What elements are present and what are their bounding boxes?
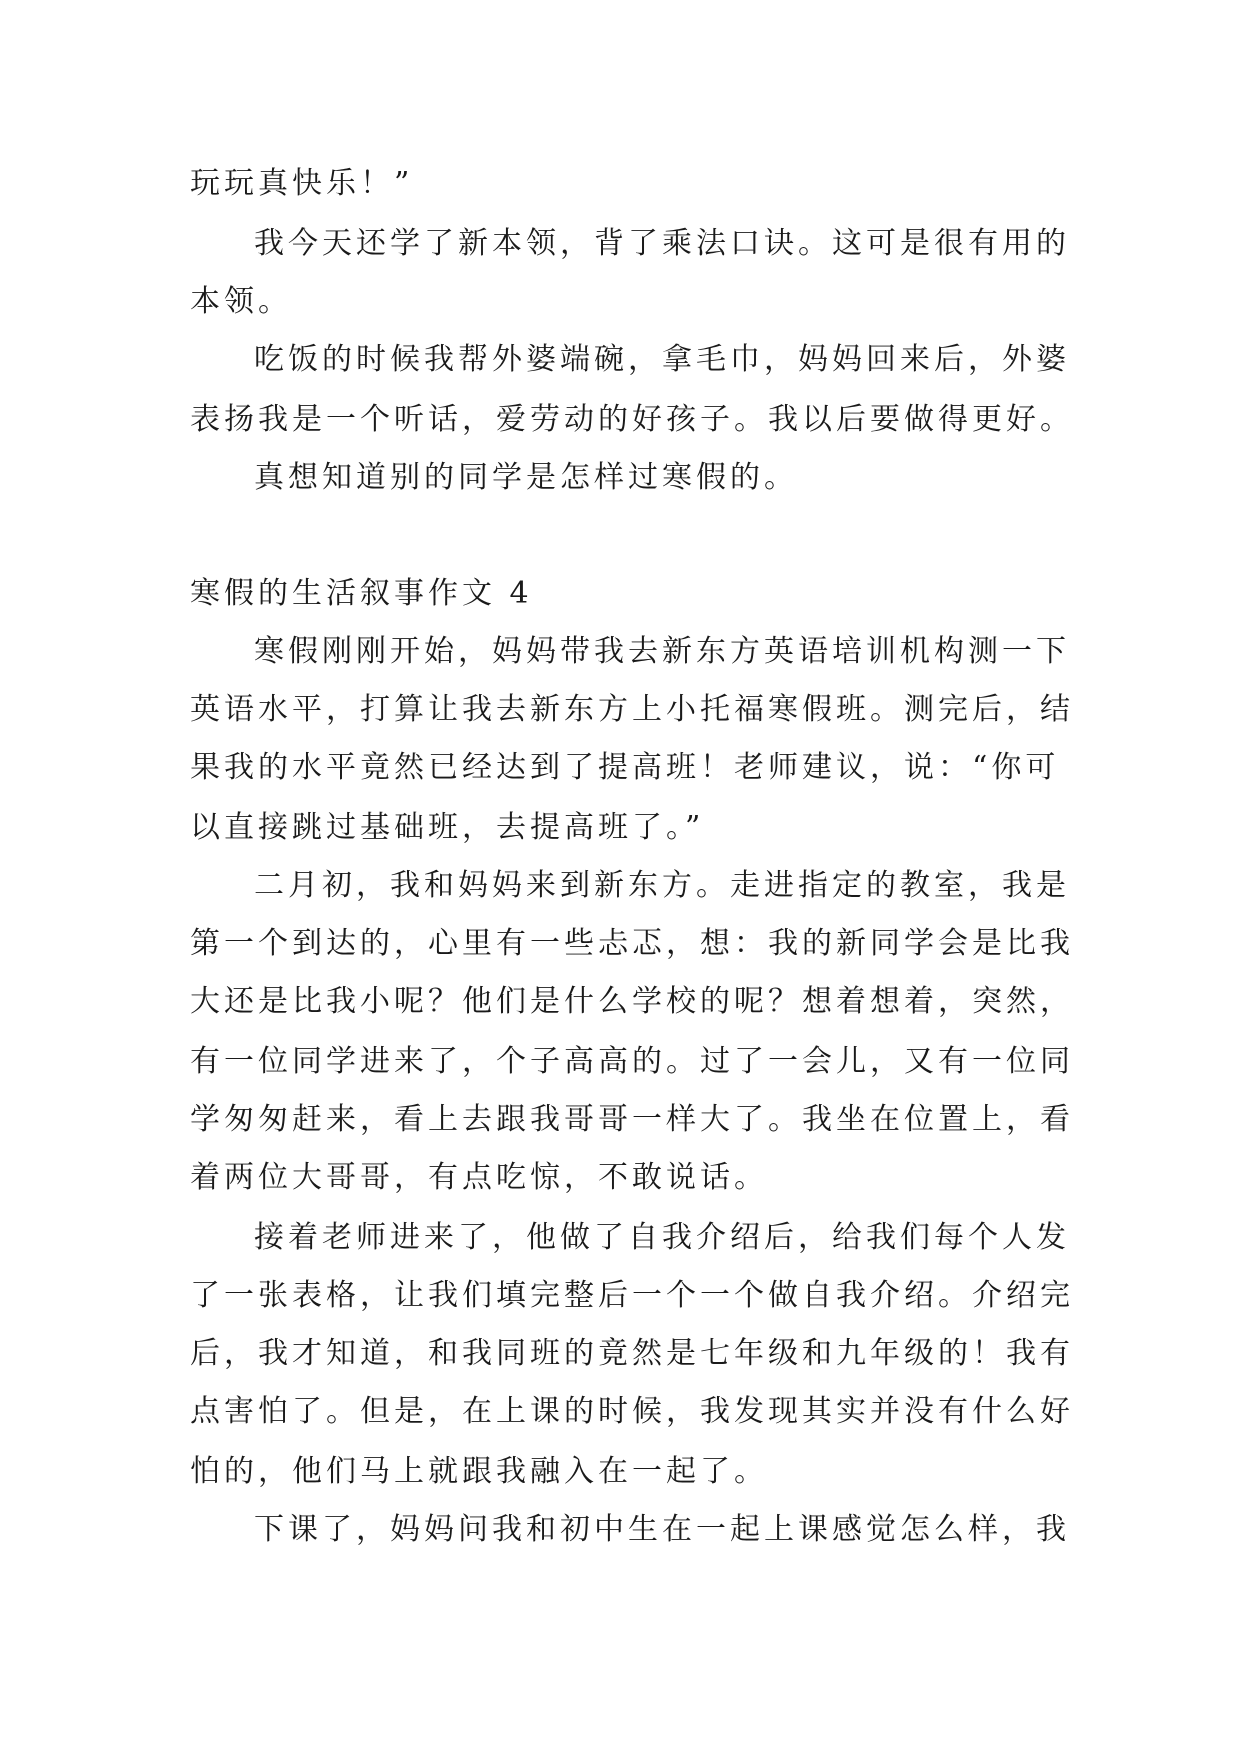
paragraph-line: 接着老师进来了，他做了自我介绍后，给我们每个人发 (254, 1220, 1070, 1255)
paragraph-line: 后，我才知道，和我同班的竟然是七年级和九年级的！我有 (190, 1336, 1074, 1371)
paragraph-line: 本领。 (190, 284, 292, 319)
paragraph-line: 第一个到达的，心里有一些忐忑，想：我的新同学会是比我 (190, 926, 1074, 961)
paragraph-line: 真想知道别的同学是怎样过寒假的。 (254, 460, 798, 495)
paragraph-line: 二月初，我和妈妈来到新东方。走进指定的教室，我是 (254, 868, 1070, 903)
paragraph-line: 学匆匆赶来，看上去跟我哥哥一样大了。我坐在位置上，看 (190, 1102, 1074, 1137)
paragraph-line: 寒假刚刚开始，妈妈带我去新东方英语培训机构测一下 (254, 634, 1070, 669)
paragraph-line: 怕的，他们马上就跟我融入在一起了。 (190, 1454, 768, 1489)
paragraph-line: 英语水平，打算让我去新东方上小托福寒假班。测完后，结 (190, 692, 1074, 727)
paragraph-line: 了一张表格，让我们填完整后一个一个做自我介绍。介绍完 (190, 1278, 1074, 1313)
paragraph-line: 下课了，妈妈问我和初中生在一起上课感觉怎么样，我 (254, 1512, 1070, 1547)
paragraph-line: 点害怕了。但是，在上课的时候，我发现其实并没有什么好 (190, 1394, 1074, 1429)
paragraph-line: 果我的水平竟然已经达到了提高班！老师建议，说：“你可 (190, 750, 1060, 785)
paragraph-line: 有一位同学进来了，个子高高的。过了一会儿，又有一位同 (190, 1044, 1074, 1079)
paragraph-line: 表扬我是一个听话，爱劳动的好孩子。我以后要做得更好。 (190, 402, 1074, 437)
paragraph-line: 吃饭的时候我帮外婆端碗，拿毛巾，妈妈回来后，外婆 (254, 342, 1070, 377)
section-heading: 寒假的生活叙事作文 4 (190, 576, 533, 611)
paragraph-line: 玩玩真快乐！” (190, 166, 414, 201)
paragraph-line: 我今天还学了新本领，背了乘法口诀。这可是很有用的 (254, 226, 1070, 261)
paragraph-line: 着两位大哥哥，有点吃惊，不敢说话。 (190, 1160, 768, 1195)
paragraph-line: 大还是比我小呢？他们是什么学校的呢？想着想着，突然， (190, 984, 1074, 1019)
paragraph-line: 以直接跳过基础班，去提高班了。” (190, 810, 705, 845)
